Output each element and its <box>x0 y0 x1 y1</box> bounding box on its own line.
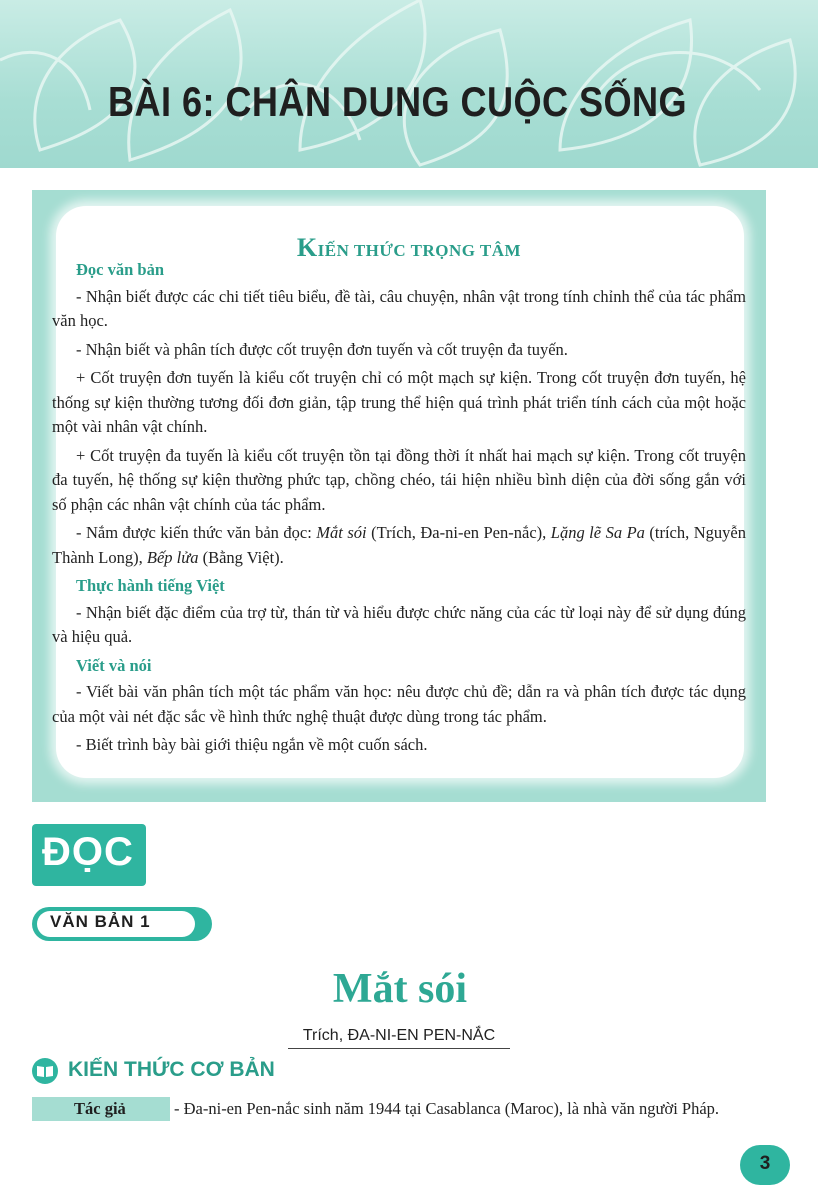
author-label-cell <box>32 1097 170 1121</box>
work-title: Bếp lửa <box>146 547 199 567</box>
work-title: Mắt sói <box>316 523 367 542</box>
work-main-title: Mắt sói <box>332 966 468 1012</box>
writing-heading: Viết và nói <box>76 655 152 675</box>
author-text: - Đa-ni-en Pen-nắc sinh năm 1944 tại Casablanca (Maroc), là nhà văn người Pháp. <box>174 1099 720 1118</box>
page-number-badge <box>740 1145 790 1185</box>
text-pill-label: VĂN BẢN 1 <box>50 912 151 931</box>
paragraph <box>52 521 746 570</box>
text-run: (trích, Nguyễn Thành Long), <box>52 523 746 567</box>
author-label: Tác giả <box>74 1099 126 1118</box>
work-title: Lặng lẽ Sa Pa <box>550 523 645 542</box>
text-run: (Trích, Đa-ni-en Pen-nắc), <box>366 523 551 542</box>
page-number: 3 <box>759 1153 771 1174</box>
practice-heading: Thực hành tiếng Việt <box>76 576 225 595</box>
basic-knowledge-label: KIẾN THỨC CƠ BẢN <box>68 1058 275 1081</box>
paragraph: - Biết trình bày bài giới thiệu ngắn về một cuốn sách. <box>76 735 428 754</box>
author-row <box>32 1097 766 1121</box>
paragraph: + Cốt truyện đa tuyến là kiểu cốt truyện tồn tại đồng thời ít nhất hai mạch sự kiện. Trong cốt truyện đa tuyến, hệ thống sự kiện thường phức tạp, chồng chéo, tái hiện nhiều bình diện của đời sống gắn với số phận các nhân vật chính của tác phẩm. <box>52 445 746 514</box>
key-knowledge-title-initial: K <box>296 233 318 262</box>
paragraph: + Cốt truyện đơn tuyến là kiểu cốt truyện chỉ có một mạch sự kiện. Trong cốt truyện đơn tuyến, hệ thống sự kiện thường tương đối đơn giản, tập trung thể hiện quá trình phát triển tính cách của một hoặc một vài nhân vật chính. <box>52 368 746 436</box>
text-run: - Nắm được kiến thức văn bản đọc: <box>76 523 317 542</box>
chapter-header <box>0 0 818 168</box>
chapter-title: BÀI 6: CHÂN DUNG CUỘC SỐNG <box>108 78 688 125</box>
key-knowledge-content <box>52 258 746 762</box>
paragraph: - Nhận biết được các chi tiết tiêu biểu, đề tài, câu chuyện, nhân vật trong tính chỉnh thể của tác phẩm văn học. <box>52 286 746 330</box>
work-byline: Trích, ĐA-NI-EN PEN-NẮC <box>288 1027 510 1049</box>
section-tab-label: ĐỌC <box>42 830 134 874</box>
key-knowledge-title-rest: IẾN THỨC TRỌNG TÂM <box>317 241 522 260</box>
paragraph: - Viết bài văn phân tích một tác phẩm văn học: nêu được chủ đề; dẫn ra và phân tích được tác dụng của một vài nét đặc sắc về hình thức nghệ thuật được dùng trong tác phẩm. <box>52 682 746 726</box>
text-run: (Bằng Việt). <box>198 547 284 567</box>
text-pill <box>32 907 212 941</box>
section-tab-reading <box>32 824 146 886</box>
reading-heading: Đọc văn bản <box>76 260 165 279</box>
book-icon <box>32 1058 58 1084</box>
paragraph: - Nhận biết đặc điểm của trợ từ, thán từ và hiểu được chức năng của các từ loại này để sử dụng đúng và hiệu quả. <box>52 602 746 646</box>
paragraph: - Nhận biết và phân tích được cốt truyện đơn tuyến và cốt truyện đa tuyến. <box>76 339 568 359</box>
